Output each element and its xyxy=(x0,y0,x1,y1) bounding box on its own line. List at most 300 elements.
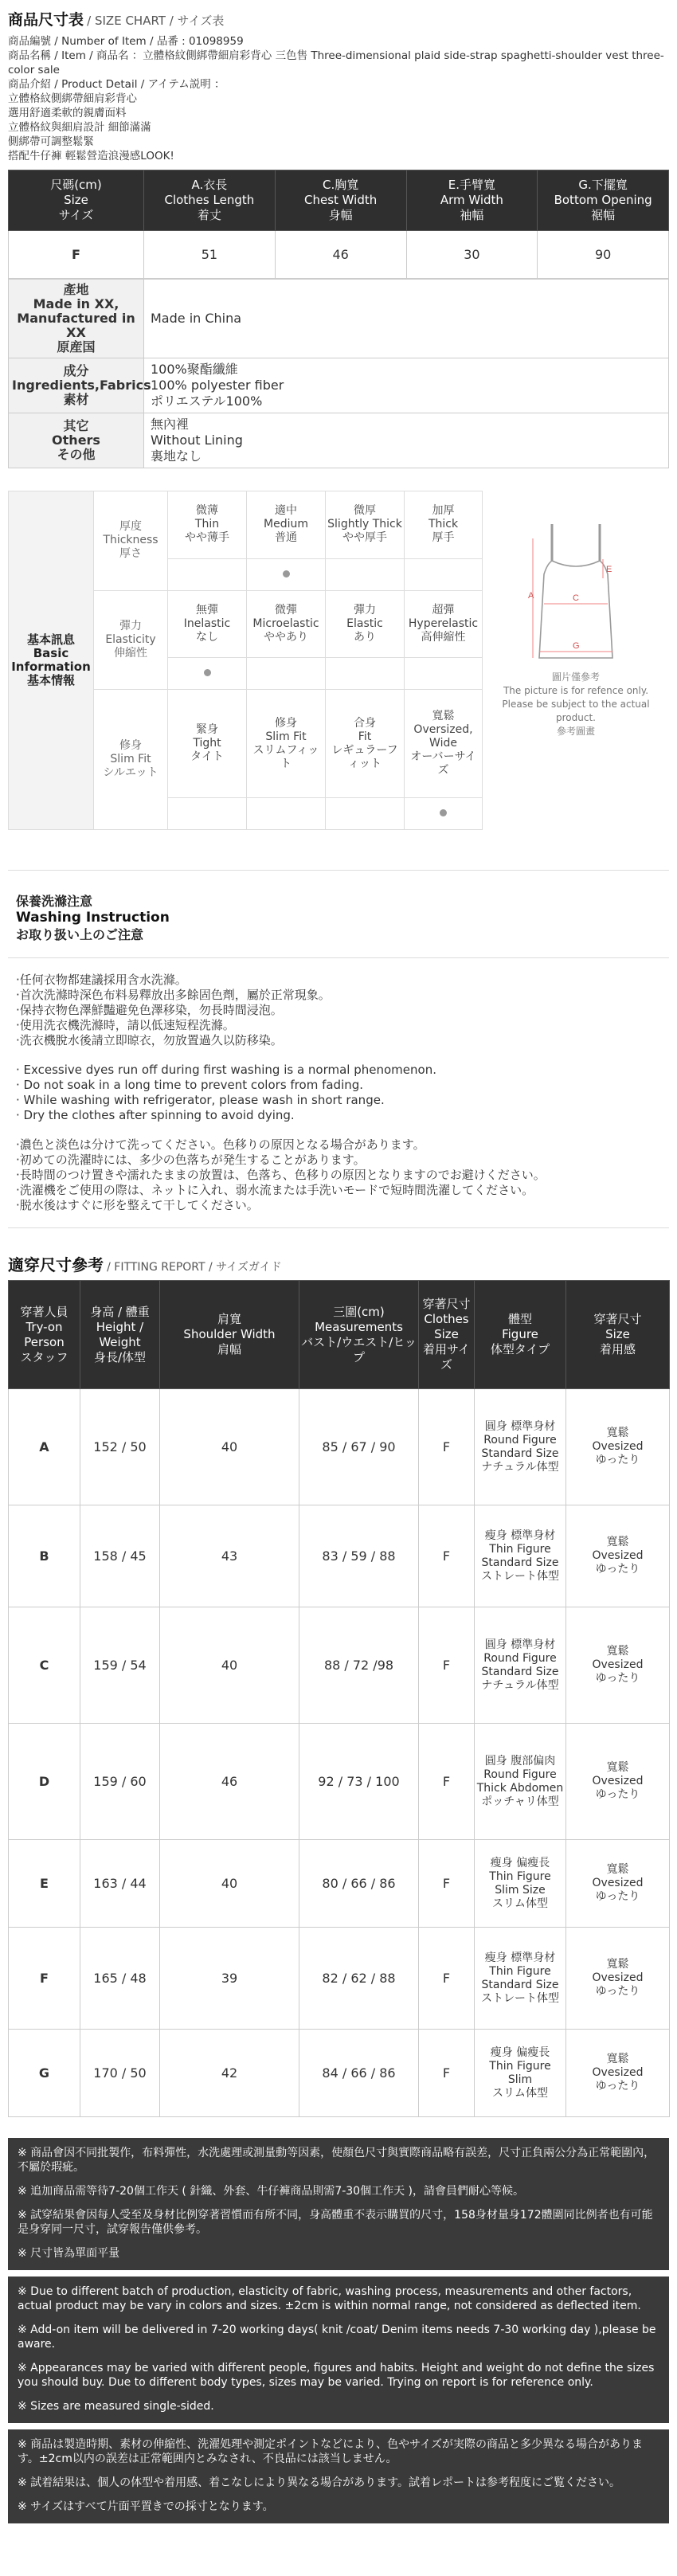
fit-text: ゆったり xyxy=(595,1985,640,1998)
fit-text: ゆったり xyxy=(595,1454,640,1466)
header-text: 體型 xyxy=(507,1312,532,1326)
option-text: 微厚 xyxy=(354,504,376,518)
figure-text: ストレート体型 xyxy=(481,1569,559,1583)
feature-dot-cell xyxy=(326,798,405,830)
note-line: ※ Sizes are measured single-sided. xyxy=(18,2400,214,2413)
fit-text: Ovesized xyxy=(592,1549,644,1562)
header-text: Height / Weight xyxy=(96,1319,144,1349)
figure-caption xyxy=(488,671,663,738)
fit-cell xyxy=(566,1505,670,1607)
fitting-table xyxy=(8,1280,670,2117)
fitting-header-cell xyxy=(475,1281,566,1389)
shoulder-cell: 40 xyxy=(160,1389,299,1505)
fit-cell xyxy=(566,2030,670,2117)
height-weight-cell: 159 / 54 xyxy=(80,1607,160,1724)
header-text: Try-on Person xyxy=(24,1319,65,1349)
feature-section xyxy=(8,491,669,830)
measurements-cell: 83 / 59 / 88 xyxy=(299,1505,419,1607)
fabric-info-row xyxy=(9,280,669,358)
option-text: 無彈 xyxy=(196,603,218,617)
measurements-cell: 84 / 66 / 86 xyxy=(299,2030,419,2117)
diagram-label-a: A xyxy=(528,591,534,601)
header-text: Bottom Opening xyxy=(554,193,652,207)
header-text: バスト/ウエスト/ヒップ xyxy=(301,1334,417,1364)
shoulder-cell: 40 xyxy=(160,1840,299,1928)
header-text: Chest Width xyxy=(303,193,378,207)
fitting-row xyxy=(9,1389,670,1505)
notes-jp xyxy=(8,2429,669,2523)
caption-line: The picture is for refence only. xyxy=(503,685,649,696)
feature-dot-cell xyxy=(247,658,326,690)
washing-line: ‧長時間のつけ置きや濡れたままの放置は、色落ち、色移りの原因となりますのでお避けください。 xyxy=(16,1168,546,1182)
shoulder-cell: 40 xyxy=(160,1607,299,1724)
feature-option xyxy=(405,690,483,798)
person-cell: G xyxy=(9,2030,80,2117)
figure-text: Standard Size xyxy=(481,1665,559,1678)
washing-title-jp: お取り扱い上のご注意 xyxy=(16,927,144,942)
option-text: 寬鬆 xyxy=(432,710,455,723)
fit-cell xyxy=(566,1724,670,1840)
figure-cell xyxy=(475,1928,566,2030)
washing-line: · Do not soak in a long time to prevent colors from fading. xyxy=(16,1078,364,1092)
feature-option xyxy=(247,690,326,798)
label-text: 彈力 xyxy=(119,619,142,632)
size-chart-header-cell xyxy=(9,170,144,231)
washing-jp xyxy=(16,1137,661,1213)
feature-dot-cell xyxy=(168,798,247,830)
header-text: Clothes Size xyxy=(424,1312,469,1341)
option-text: タイト xyxy=(190,750,224,764)
size-chart-row xyxy=(9,231,669,279)
fit-text: 寬鬆 xyxy=(606,1536,629,1548)
height-weight-cell: 165 / 48 xyxy=(80,1928,160,2030)
size-value-cell: 46 xyxy=(275,231,406,279)
size-value-cell: 51 xyxy=(144,231,276,279)
fit-cell xyxy=(566,1389,670,1505)
value-text: 100%聚酯纖維 xyxy=(151,362,238,377)
value-text: Without Lining xyxy=(151,433,243,448)
selected-dot-icon xyxy=(283,570,290,577)
person-cell: B xyxy=(9,1505,80,1607)
fit-text: 寬鬆 xyxy=(606,1863,629,1876)
fabric-info-label xyxy=(9,358,151,413)
washing-zh xyxy=(16,973,661,1048)
feature-dot-cell xyxy=(326,558,405,590)
label-text: Others xyxy=(52,433,100,448)
figure-text: ナチュラル体型 xyxy=(481,1678,559,1692)
shoulder-cell: 43 xyxy=(160,1505,299,1607)
washing-line: ‧洗衣機脫水後請立即晾衣，勿放置過久以防移染。 xyxy=(16,1033,283,1047)
washing-line: ‧初めての洗濯時には、多少の色落ちが発生することがあります。 xyxy=(16,1153,366,1167)
note-line: ※ 商品會因不同批製作，布料彈性，水洗處理或測量動等因素，使顏色尺寸與實際商品略有誤差，尺寸正負兩公分為正常範圍內，不屬於瑕疵。 xyxy=(18,2147,655,2174)
figure-text: Round Figure xyxy=(483,1433,557,1447)
fit-cell xyxy=(566,1607,670,1724)
size-value-cell: 30 xyxy=(406,231,538,279)
label-text: その他 xyxy=(57,447,96,462)
note-line: ※ 追加商品需等待7-20個工作天 ( 針織、外套、牛仔褲商品則需7-30個工作天 )，請會員們耐心等候。 xyxy=(18,2185,524,2198)
height-weight-cell: 163 / 44 xyxy=(80,1840,160,1928)
fitting-row xyxy=(9,2030,670,2117)
washing-instructions xyxy=(8,958,669,1228)
size-chart-header-cell xyxy=(538,170,669,231)
washing-line: · Dry the clothes after spinning to avoid dying. xyxy=(16,1108,295,1122)
figure-text: Round Figure xyxy=(483,1651,557,1665)
height-weight-cell: 170 / 50 xyxy=(80,2030,160,2117)
figure-cell xyxy=(475,1389,566,1505)
size-chart-heading xyxy=(8,0,669,33)
figure-text: Standard Size xyxy=(481,1978,559,1991)
feature-category xyxy=(94,690,168,830)
option-text: ややあり xyxy=(264,630,308,644)
figure-text: ナチュラル体型 xyxy=(481,1460,559,1474)
feature-dot-cell xyxy=(405,658,483,690)
person-cell: E xyxy=(9,1840,80,1928)
option-text: 適中 xyxy=(275,504,297,518)
header-text: サイズ xyxy=(58,208,94,222)
value-text: 無內裡 xyxy=(151,417,190,432)
figure-cell xyxy=(475,1724,566,1840)
washing-line: · While washing with refrigerator, please wash in short range. xyxy=(16,1093,385,1107)
fit-cell xyxy=(566,1840,670,1928)
washing-line: ‧任何衣物都建議採用含水洗滌。 xyxy=(16,973,187,987)
figure-cell xyxy=(475,1840,566,1928)
fit-text: Ovesized xyxy=(592,1971,644,1984)
label-text: 厚さ xyxy=(119,547,142,561)
fit-cell xyxy=(566,1928,670,2030)
option-text: 高伸縮性 xyxy=(421,630,466,644)
feature-option xyxy=(247,590,326,658)
feature-category xyxy=(94,491,168,591)
option-text: 修身 xyxy=(275,716,297,730)
figure-text: Slim xyxy=(507,2073,533,2086)
product-info-line: 商品編號 / Number of Item / 品番 : 01098959 xyxy=(8,35,244,48)
figure-text: スリム体型 xyxy=(492,2086,548,2100)
clothes-size-cell: F xyxy=(419,1505,475,1607)
size-chart-header-cell xyxy=(144,170,276,231)
height-weight-cell: 159 / 60 xyxy=(80,1724,160,1840)
person-cell: F xyxy=(9,1928,80,2030)
label-text: 素材 xyxy=(63,392,89,407)
value-text: 100% polyester fiber xyxy=(151,378,284,393)
option-text: レギュラーフィット xyxy=(331,743,398,770)
label-text: Thickness xyxy=(103,534,158,547)
figure-text: スリム体型 xyxy=(492,1897,548,1910)
fabric-info-row xyxy=(9,413,669,468)
clothes-size-cell: F xyxy=(419,1724,475,1840)
option-text: Microelastic xyxy=(252,617,319,630)
measurements-cell: 92 / 73 / 100 xyxy=(299,1724,419,1840)
header-text: 体型タイプ xyxy=(490,1342,550,1357)
header-text: 着丈 xyxy=(197,208,221,222)
header-text: C.胸寬 xyxy=(323,178,359,192)
fit-text: ゆったり xyxy=(595,1890,640,1903)
notes-panel xyxy=(8,2138,669,2523)
washing-line: ‧濃色と淡色は分けて洗ってください。色移りの原因となる場合があります。 xyxy=(16,1137,425,1152)
figure-text: 圓身 標準身材 xyxy=(484,1419,556,1433)
option-text: Slightly Thick xyxy=(327,518,402,531)
feature-dot-cell xyxy=(405,558,483,590)
feature-dot-cell xyxy=(168,658,247,690)
label-text: 修身 xyxy=(119,739,142,753)
option-text: 彈力 xyxy=(354,603,376,617)
measurements-cell: 85 / 67 / 90 xyxy=(299,1389,419,1505)
option-text: あり xyxy=(354,630,376,644)
clothes-size-cell: F xyxy=(419,2030,475,2117)
label-text: Slim Fit xyxy=(110,753,151,766)
washing-line: · Excessive dyes run off during first washing is a normal phenomenon. xyxy=(16,1063,436,1077)
label-text: 基本訊息 xyxy=(26,632,75,647)
shoulder-cell: 46 xyxy=(160,1724,299,1840)
clothes-size-cell: F xyxy=(419,1928,475,2030)
washing-line: ‧洗濯機をご使用の際は、ネットに入れ、弱水流または手洗いモードで短時間洗濯してください。 xyxy=(16,1183,534,1197)
feature-option xyxy=(168,690,247,798)
washing-line: ‧脱水後はすぐに形を整えて干してください。 xyxy=(16,1198,259,1212)
figure-text: Round Figure xyxy=(483,1768,557,1781)
option-text: やや厚手 xyxy=(342,531,387,545)
feature-dot-cell xyxy=(326,658,405,690)
caption-line: 圖片僅參考 xyxy=(551,671,600,683)
size-chart-header-row xyxy=(9,170,669,231)
label-text: 伸縮性 xyxy=(114,646,147,660)
header-text: 穿著尺寸 xyxy=(593,1312,642,1326)
fitting-row xyxy=(9,1928,670,2030)
header-text: E.手臂寬 xyxy=(448,178,495,192)
label-text: Made in XX, Manufactured in XX xyxy=(17,296,135,340)
product-info xyxy=(8,34,669,163)
fit-text: 寬鬆 xyxy=(606,1761,629,1774)
fit-text: 寬鬆 xyxy=(606,1958,629,1971)
fitting-header-cell xyxy=(9,1281,80,1389)
option-text: Fit xyxy=(358,730,372,743)
clothes-size-cell: F xyxy=(419,1389,475,1505)
figure-text: 圓身 腹部偏肉 xyxy=(484,1754,556,1768)
fitting-heading xyxy=(8,1252,669,1280)
selected-dot-icon xyxy=(440,809,447,816)
option-text: 微彈 xyxy=(275,603,297,617)
fit-text: Ovesized xyxy=(592,1658,644,1671)
height-weight-cell: 158 / 45 xyxy=(80,1505,160,1607)
header-text: 袖幅 xyxy=(460,208,484,222)
person-cell: C xyxy=(9,1607,80,1724)
header-text: 三圍(cm) xyxy=(333,1304,385,1319)
fabric-info-value xyxy=(144,280,669,358)
header-text: 肩幅 xyxy=(217,1342,241,1357)
product-info-line: 側綁帶可調整鬆緊 xyxy=(8,135,94,148)
feature-option xyxy=(326,590,405,658)
feature-option xyxy=(168,491,247,559)
washing-heading xyxy=(8,870,669,958)
diagram-label-c: C xyxy=(573,593,579,603)
header-text: A.衣長 xyxy=(191,178,228,192)
fitting-header-row xyxy=(9,1281,670,1389)
feature-option xyxy=(326,690,405,798)
option-text: 微薄 xyxy=(196,504,218,518)
header-text: 穿著人員 xyxy=(20,1304,68,1319)
fitting-header-cell xyxy=(566,1281,670,1389)
figure-text: Standard Size xyxy=(481,1447,559,1460)
note-line: ※ 商品は製造時期、素材の伸縮性、洗濯処理や測定ポイントなどにより、色やサイズが実際の商品と多少異なる場合があります。±2cm以内の誤差は正常範囲内とみなされ、不良品には該当しません。 xyxy=(18,2438,644,2465)
fabric-info-value xyxy=(144,358,669,413)
header-text: 穿著尺寸 xyxy=(422,1297,471,1311)
header-text: スタッフ xyxy=(20,1349,68,1364)
option-text: なし xyxy=(196,630,218,644)
size-value-cell: 90 xyxy=(538,231,669,279)
feature-option xyxy=(326,491,405,559)
caption-line: 參考圖畫 xyxy=(556,726,595,737)
header-text: Size xyxy=(605,1327,630,1341)
washing-line: ‧保持衣物色澤鮮豔避免色澤移染，勿長時間浸泡。 xyxy=(16,1003,283,1017)
figure-text: Standard Size xyxy=(481,1556,559,1569)
option-text: Thick xyxy=(428,518,459,531)
feature-option xyxy=(247,491,326,559)
fitting-subtitle: / FITTING REPORT / サイズガイド xyxy=(107,1261,282,1274)
fitting-header-cell xyxy=(80,1281,160,1389)
fit-text: Ovesized xyxy=(592,1877,644,1889)
header-text: 身幅 xyxy=(328,208,353,222)
feature-main-label xyxy=(9,491,94,830)
label-text: 厚度 xyxy=(119,520,142,534)
washing-line: ‧首次洗滌時深色布料易釋放出多餘固色劑，屬於正常現象。 xyxy=(16,988,331,1002)
figure-text: 瘦身 標準身材 xyxy=(484,1529,556,1542)
header-text: Measurements xyxy=(315,1319,403,1334)
product-info-line: 立體格紋與細肩設計 細節滿滿 xyxy=(8,121,151,134)
caption-line: Please be subject to the actual product. xyxy=(502,699,650,723)
figure-text: Thin Figure xyxy=(489,1964,551,1978)
fit-text: ゆったり xyxy=(595,1788,640,1801)
option-text: スリムフィット xyxy=(252,743,319,770)
figure-cell xyxy=(475,1505,566,1607)
figure-text: 瘦身 偏瘦長 xyxy=(490,1856,550,1869)
measurements-cell: 88 / 72 /98 xyxy=(299,1607,419,1724)
header-text: Figure xyxy=(502,1327,538,1341)
note-line: ※ Due to different batch of production, elasticity of fabric, washing process, measurements and other factors, actual product may be vary in colors and sizes. ±2cm is within normal range, not considered as deflected item. xyxy=(18,2285,641,2312)
size-chart-subtitle: / SIZE CHART / サイズ表 xyxy=(87,14,225,28)
fabric-info-table xyxy=(8,279,669,468)
shoulder-cell: 42 xyxy=(160,2030,299,2117)
label-text: Ingredients,Fabrics xyxy=(12,378,151,393)
size-chart-header-cell xyxy=(275,170,406,231)
feature-option xyxy=(405,590,483,658)
fitting-header-cell xyxy=(160,1281,299,1389)
option-text: Medium xyxy=(264,518,308,531)
option-text: 普通 xyxy=(275,531,297,545)
figure-text: 圓身 標準身材 xyxy=(484,1638,556,1651)
clothes-size-cell: F xyxy=(419,1840,475,1928)
size-chart-header-cell xyxy=(406,170,538,231)
value-text: 裏地なし xyxy=(151,448,202,464)
option-text: Inelastic xyxy=(183,617,231,630)
figure-text: ストレート体型 xyxy=(481,1991,559,2005)
figure-text: Thin Figure xyxy=(489,1869,551,1883)
option-text: Tight xyxy=(193,737,221,750)
figure-text: 瘦身 標準身材 xyxy=(484,1951,556,1964)
measurements-cell: 80 / 66 / 86 xyxy=(299,1840,419,1928)
size-chart-title: 商品尺寸表 xyxy=(8,11,84,29)
measurements-cell: 82 / 62 / 88 xyxy=(299,1928,419,2030)
fit-text: 寬鬆 xyxy=(606,2053,629,2065)
header-text: Arm Width xyxy=(440,193,503,207)
person-cell: D xyxy=(9,1724,80,1840)
fitting-row xyxy=(9,1840,670,1928)
clothes-size-cell: F xyxy=(419,1607,475,1724)
option-text: Hyperelastic xyxy=(408,617,479,630)
fit-text: ゆったり xyxy=(595,2080,640,2093)
label-text: Elasticity xyxy=(105,632,156,646)
option-text: 緊身 xyxy=(196,723,218,737)
option-text: 合身 xyxy=(354,716,376,730)
product-info-line: 立體格紋側綁帶細肩彩背心 xyxy=(8,92,137,105)
size-label-cell: F xyxy=(9,231,144,279)
note-line: ※ 尺寸皆為單面平量 xyxy=(18,2247,120,2260)
washing-line: ‧使用洗衣機洗滌時，請以低速短程洗滌。 xyxy=(16,1018,235,1032)
header-text: 着用感 xyxy=(599,1342,636,1357)
fitting-row xyxy=(9,1607,670,1724)
fitting-title: 適穿尺寸參考 xyxy=(8,1255,104,1274)
fitting-row xyxy=(9,1505,670,1607)
note-line: ※ 試着結果は、個人の体型や着用感、着こなしにより異なる場合があります。試着レポートは参考程度にご覧ください。 xyxy=(18,2476,621,2489)
diagram-label-g: G xyxy=(573,641,580,651)
option-text: Oversized, Wide xyxy=(413,723,473,750)
option-text: 厚手 xyxy=(432,531,455,545)
garment-figure xyxy=(483,491,669,830)
header-text: 肩寬 xyxy=(217,1312,241,1326)
fabric-info-label xyxy=(9,280,144,358)
header-text: Shoulder Width xyxy=(183,1327,276,1341)
figure-cell xyxy=(475,1607,566,1724)
feature-row xyxy=(9,491,483,559)
product-info-line: 商品名稱 / Item / 商品名 ：立體格紋側綁帶細肩彩背心 三色售 Three-dimensional plaid side-strap spaghetti-shoulder vest three-color sale xyxy=(8,49,664,76)
product-info-line: 搭配牛仔褲 輕鬆營造浪漫感LOOK! xyxy=(8,150,174,162)
figure-text: 瘦身 偏瘦長 xyxy=(490,2046,550,2059)
feature-dot-cell xyxy=(168,558,247,590)
shoulder-cell: 39 xyxy=(160,1928,299,2030)
label-text: 成分 xyxy=(63,363,89,378)
figure-text: Slim Size xyxy=(495,1883,546,1897)
option-text: Thin xyxy=(194,518,220,531)
figure-text: Thin Figure xyxy=(489,1542,551,1556)
fit-text: 寬鬆 xyxy=(606,1645,629,1658)
fabric-info-label xyxy=(9,413,144,468)
fabric-info-value xyxy=(144,413,669,468)
person-cell: A xyxy=(9,1389,80,1505)
fit-text: 寬鬆 xyxy=(606,1427,629,1439)
value-text: ポリエステル100% xyxy=(151,393,263,409)
figure-text: Thick Abdomen xyxy=(476,1781,564,1795)
label-text: 基本情報 xyxy=(26,673,75,687)
option-text: やや薄手 xyxy=(185,531,229,545)
product-info-line: 選用舒適柔軟的親膚面料 xyxy=(8,107,127,119)
label-text: 其它 xyxy=(63,418,89,433)
diagram-label-e: E xyxy=(606,565,612,574)
fit-text: Ovesized xyxy=(592,1440,644,1453)
option-text: 超彈 xyxy=(432,603,455,617)
label-text: Basic Information xyxy=(11,646,91,674)
header-text: 身長/体型 xyxy=(93,1349,147,1364)
height-weight-cell: 152 / 50 xyxy=(80,1389,160,1505)
feature-category xyxy=(94,590,168,690)
value-text: Made in China xyxy=(151,311,242,326)
washing-en xyxy=(16,1063,661,1123)
note-line: ※ Appearances may be varied with different people, figures and habits. Height and weight do not define the sizes you should buy. Due to different body types, sizes may be varied. Trying on report is for reference only. xyxy=(18,2362,655,2389)
washing-title-zh: 保養洗滌注意 xyxy=(16,894,93,909)
header-text: G.下擺寬 xyxy=(578,178,628,192)
note-line: ※ Add-on item will be delivered in 7-20 working days( knit /coat/ Denim items needs 7-30 working day ),please be aware. xyxy=(18,2323,656,2351)
option-text: Slim Fit xyxy=(265,730,307,743)
size-chart-table xyxy=(8,170,669,279)
figure-text: ポッチャリ体型 xyxy=(481,1795,559,1808)
fitting-header-cell xyxy=(299,1281,419,1389)
feature-dot-cell xyxy=(405,798,483,830)
